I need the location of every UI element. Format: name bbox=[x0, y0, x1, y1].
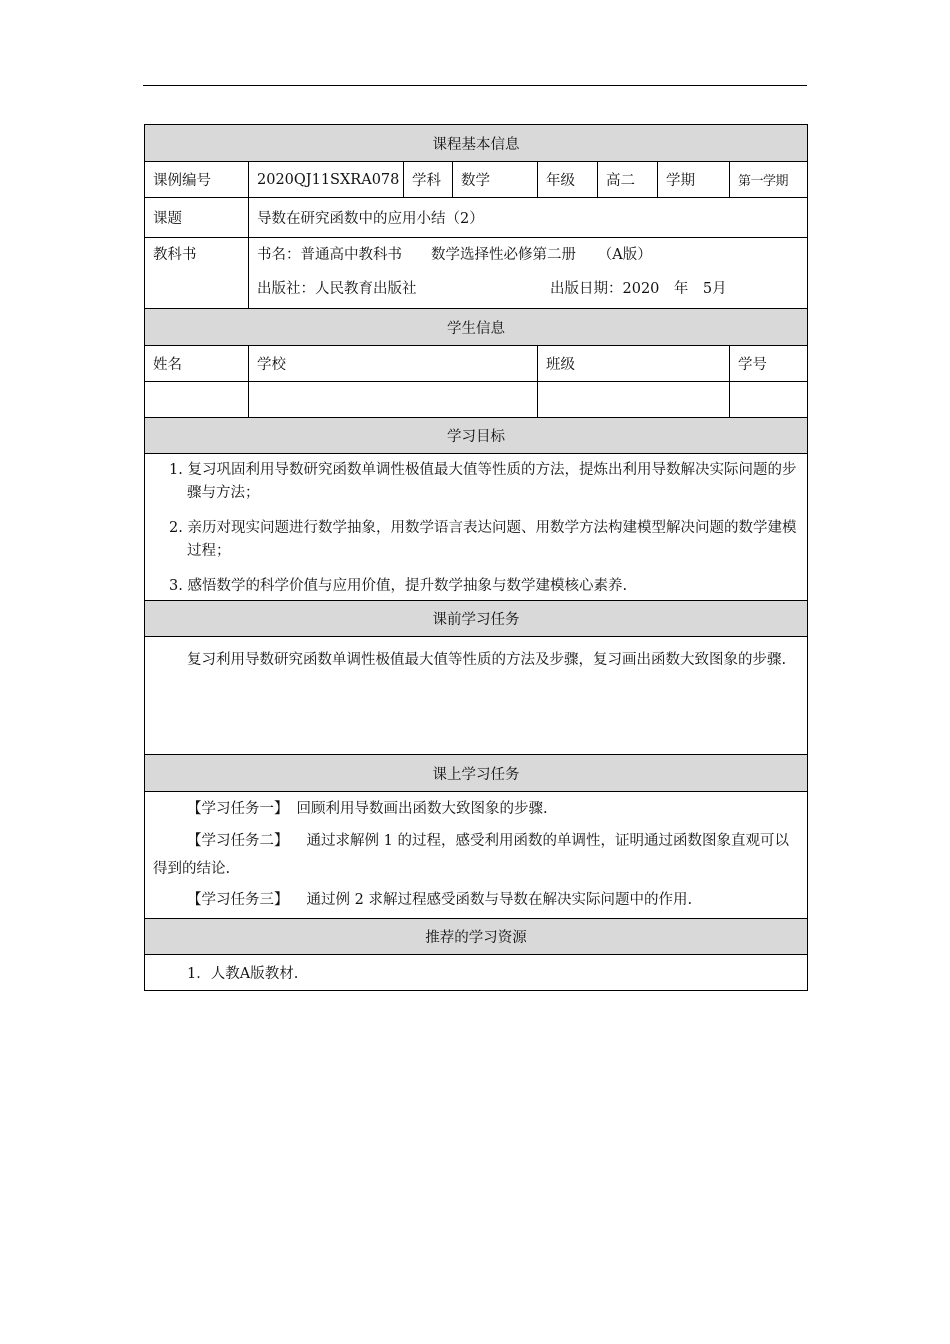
term-label: 学期 bbox=[658, 162, 730, 198]
task-1-label: 【学习任务一】 bbox=[187, 801, 289, 817]
grade-label: 年级 bbox=[538, 162, 598, 198]
name-blank[interactable] bbox=[145, 382, 249, 418]
goal-item-2: 2. 亲历对现实问题进行数学抽象，用数学语言表达问题、用数学方法构建模型解决问题的数学建模过程； bbox=[169, 520, 797, 559]
case-no-value: 2020QJ11SXRA078 bbox=[249, 162, 404, 198]
goals-body bbox=[145, 454, 808, 601]
course-info-header: 课程基本信息 bbox=[145, 125, 808, 162]
school-blank[interactable] bbox=[249, 382, 538, 418]
topic-label: 课题 bbox=[145, 198, 249, 238]
pre-class-body bbox=[145, 637, 808, 755]
resource-item-1: 1．人教A版教材. bbox=[145, 955, 808, 991]
task-3-text: 通过例 2 求解过程感受函数与导数在解决实际问题中的作用. bbox=[306, 892, 693, 908]
task-1-text: 回顾利用导数画出函数大致图象的步骤. bbox=[296, 801, 548, 817]
topic-value: 导数在研究函数中的应用小结（2） bbox=[249, 198, 808, 238]
term-value: 第一学期 bbox=[730, 162, 808, 198]
student-id-label: 学号 bbox=[730, 346, 808, 382]
goal-item-1: 1. 复习巩固利用导数研究函数单调性极值最大值等性质的方法，提炼出利用导数解决实际问题的步骤与方法； bbox=[169, 462, 797, 501]
class-blank[interactable] bbox=[538, 382, 730, 418]
case-no-label: 课例编号 bbox=[145, 162, 249, 198]
goals-list bbox=[153, 459, 799, 598]
subject-label: 学科 bbox=[404, 162, 453, 198]
goal-item-3: 3. 感悟数学的科学价值与应用价值，提升数学抽象与数学建模核心素养. bbox=[169, 578, 628, 594]
school-label: 学校 bbox=[249, 346, 538, 382]
task-2-label: 【学习任务二】 bbox=[187, 833, 289, 849]
textbook-info bbox=[249, 238, 808, 309]
task-3-label: 【学习任务三】 bbox=[187, 892, 289, 908]
task-3 bbox=[153, 886, 799, 914]
grade-value: 高二 bbox=[598, 162, 658, 198]
student-info-header: 学生信息 bbox=[145, 309, 808, 346]
publisher-line bbox=[257, 277, 799, 298]
class-label: 班级 bbox=[538, 346, 730, 382]
resources-header: 推荐的学习资源 bbox=[145, 919, 808, 955]
task-2-text: 通过求解例 1 的过程，感受利用函数的单调性，证明通过函数图象直观可以得到的结论. bbox=[153, 833, 789, 877]
in-class-header: 课上学习任务 bbox=[145, 755, 808, 792]
book-name: 书名：普通高中教科书 数学选择性必修第二册 （A版） bbox=[257, 247, 652, 263]
publisher: 出版社：人民教育出版社 bbox=[257, 281, 417, 297]
name-label: 姓名 bbox=[145, 346, 249, 382]
pub-date: 出版日期：2020 年 5月 bbox=[550, 281, 727, 297]
task-1 bbox=[153, 795, 799, 823]
textbook-label: 教科书 bbox=[145, 238, 249, 309]
goals-header: 学习目标 bbox=[145, 418, 808, 454]
header-rule bbox=[143, 85, 807, 86]
in-class-body bbox=[145, 792, 808, 919]
task-2 bbox=[153, 827, 799, 883]
subject-value: 数学 bbox=[453, 162, 538, 198]
student-id-blank[interactable] bbox=[730, 382, 808, 418]
course-form-table bbox=[144, 124, 808, 991]
pre-class-text: 复习利用导数研究函数单调性极值最大值等性质的方法及步骤，复习画出函数大致图象的步骤. bbox=[187, 652, 787, 668]
pre-class-header: 课前学习任务 bbox=[145, 601, 808, 637]
